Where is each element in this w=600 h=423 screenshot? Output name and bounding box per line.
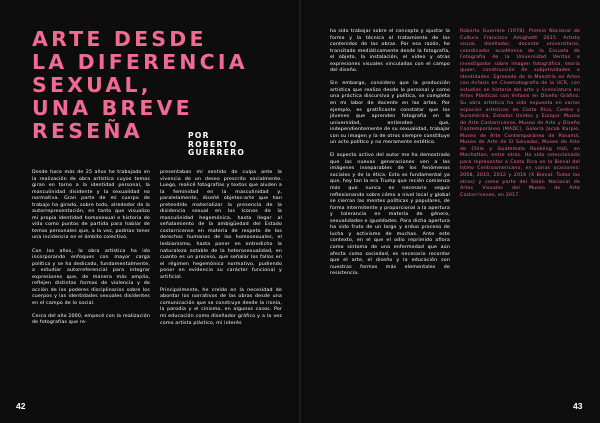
- title-line: SEXUAL,: [32, 73, 152, 97]
- page-number: 43: [573, 401, 583, 411]
- author-first-name: ROBERTO: [188, 139, 238, 149]
- title-line: ARTE DESDE: [32, 27, 207, 51]
- body-paragraph: ha sido trabajar sobre el concepto y ajustar la forma y la técnica al tratamiento de los contenidos de las obras. Por esa razón, he transitado mediáticamente desde la fotografía, el objeto, la instalación, el video y otras expresiones visuales vinculadas con el campo del diseño.: [330, 29, 450, 74]
- title-line: RESEÑA: [32, 119, 143, 143]
- body-paragraph: Con los años, la obra artística ha ido incorporando enfoques con mayor carga política y se ha dedicado, fundamentalmente, a estudiar autorreferencial para integrar expresiones que, de manera más amplia, reflejen distintas formas de violencia y de acción de los poderes disciplinarios sobre los cuerpos y las identidades sexuales disidentes en el campo de lo social.: [32, 248, 150, 306]
- author-bio-column: [460, 29, 580, 206]
- page-number: 42: [16, 401, 26, 411]
- left-page: [0, 0, 299, 423]
- body-paragraph: Sin embargo, considero que la producción artística que realizo desde lo personal y como una práctica discursiva y política, se completa en mi labor de docente en las artes. Por ejemplo, es gratificante constatar que los jóvenes que aprenden fotografía en la universidad, entienden que, independientemente de su sexualidad, trabajar con su imagen y la de otros siempre constituye un acto político y no meramente estético.: [330, 81, 450, 146]
- body-paragraph: Principalmente, he creído en la necesidad de abordar los narrativos de las obras desde una comunicación que se construye desde la ironía, la parodia y el cinismo, en algunos casos. Por mi educación como diseñador gráfico y a la vez como artista plástico, mi interés: [160, 287, 282, 326]
- body-paragraph: Cerca del año 2000, empecé con la realización de fotografías que re-: [32, 313, 150, 326]
- left-page-column-1: [32, 170, 150, 334]
- left-page-column-2: [160, 170, 282, 334]
- body-paragraph: Desde hace más de 25 años he trabajado en la realización de obra artística cuyos temas giran en torno a la identidad personal, la masculinidad disidente y la sexualidad no normativa. Gran parte de mi cuerpo de trabajo ha girado, sobre todo, alrededor de la autorrepresentación, en tanto que visualizo mi propia identidad homosexual e historia de vida como puntos de partida para hablar de temas personales que, a la vez, podrían tener una incidencia en el ámbito colectivo.: [32, 170, 150, 241]
- article-title: [32, 28, 292, 143]
- author-last-name: GUERRERO: [188, 148, 246, 158]
- body-paragraph: El aspecto activo del autor me ha demostrado que las nuevas generaciones ven a las imágenes inseparables de los fenómenos sociales y de la ética. Esto es fundamental ya que, hoy tan la era Trump que recién comienza más que nunca es necesario seguir reflexionando sobre cómo a nivel local y global se cierran las mentes políticas y populares, de forma intermitente y proporcional a la apertura y tolerancia en materia de género, sexualidades e igualdades. Para dicha apertura ha sido fruto de un largo y arduo proceso de lucha y activismo de muchas. Ante este contexto, en el que el odio reprimido aflora como síntoma de una enfermedad que aún afecta como sociedad, es necesario recordar que el arte, el diseño y la educación son nuestras formas más elementales de resistencia.: [330, 153, 450, 277]
- title-line: UNA BREVE: [32, 96, 193, 120]
- right-page-column-1: [330, 29, 450, 284]
- byline-prefix: POR: [188, 131, 210, 140]
- body-paragraph: presentaban mi sentido de culpa ante la vivencia de un deseo prescrito socialmente. Luego, realicé fotografías y textos que aluden a la feminidad en la masculinidad y, paralelamente, diseñé objetos-arte que han pretendido materializar la presencia de la disidencia sexual en los íconos de la masculinidad hegemónica, hasta llegar al señalamiento de la ambigüedad del Estado costarricense en materia de respeto de los derechos humanos de las homosexuales, el lesbianismo, hasta poner en entredicho la naturaleza estable de la heterosexualidad, en cuanto es un proceso, que señalar los fallos en el régimen hegemónico normativo, pudiendo poner en evidencia su carácter funcional y artificial.: [160, 170, 282, 280]
- title-line: LA DIFERENCIA: [32, 50, 248, 74]
- author-byline: [188, 132, 245, 158]
- right-page: [301, 0, 600, 423]
- author-bio: Roberto Guerrero (1978). Premio Nacional de Cultura Francisco Amighetti 2015. Artista visual, diseñador, docente universitario, coordinador académico de la Escuela de Fotografía de la Universidad Veritas e investigador sobre imagen fotográfica, teoría queer, construcción de subjetividades e identidades. Egresado de la Maestría en Artes con énfasis en Cinematografía de la UCR, con estudios en historia del arte y licenciatura en Artes Plásticas con énfasis en Diseño Gráfico. Su obra artística ha sido expuesta en varios espacios artísticos de Costa Rica, Centro y Suramérica, Estados Unidos y Europa: Museo de Arte Costarricense, Museo de Arte y Diseño Contemporáneo (MADC), Galería Jacob Karpio, Museo de Arte Contemporáneo de Panamá, Museo de Arte de El Salvador, Museo de Arte de Chile y Guatemala Roebling Hall, en Manhattan, entre otros. Ha sido seleccionado para representar a Costa Rica en la Bienal del Istmo Centroamericano, en varias ocasiones: 2008, 2010, 2012 y 2016 (X Bienal: Todas las otras) y como parte del Salón Nacional de Artes Visuales del Museo de Arte Costarricense, en 2017.: [460, 29, 580, 198]
